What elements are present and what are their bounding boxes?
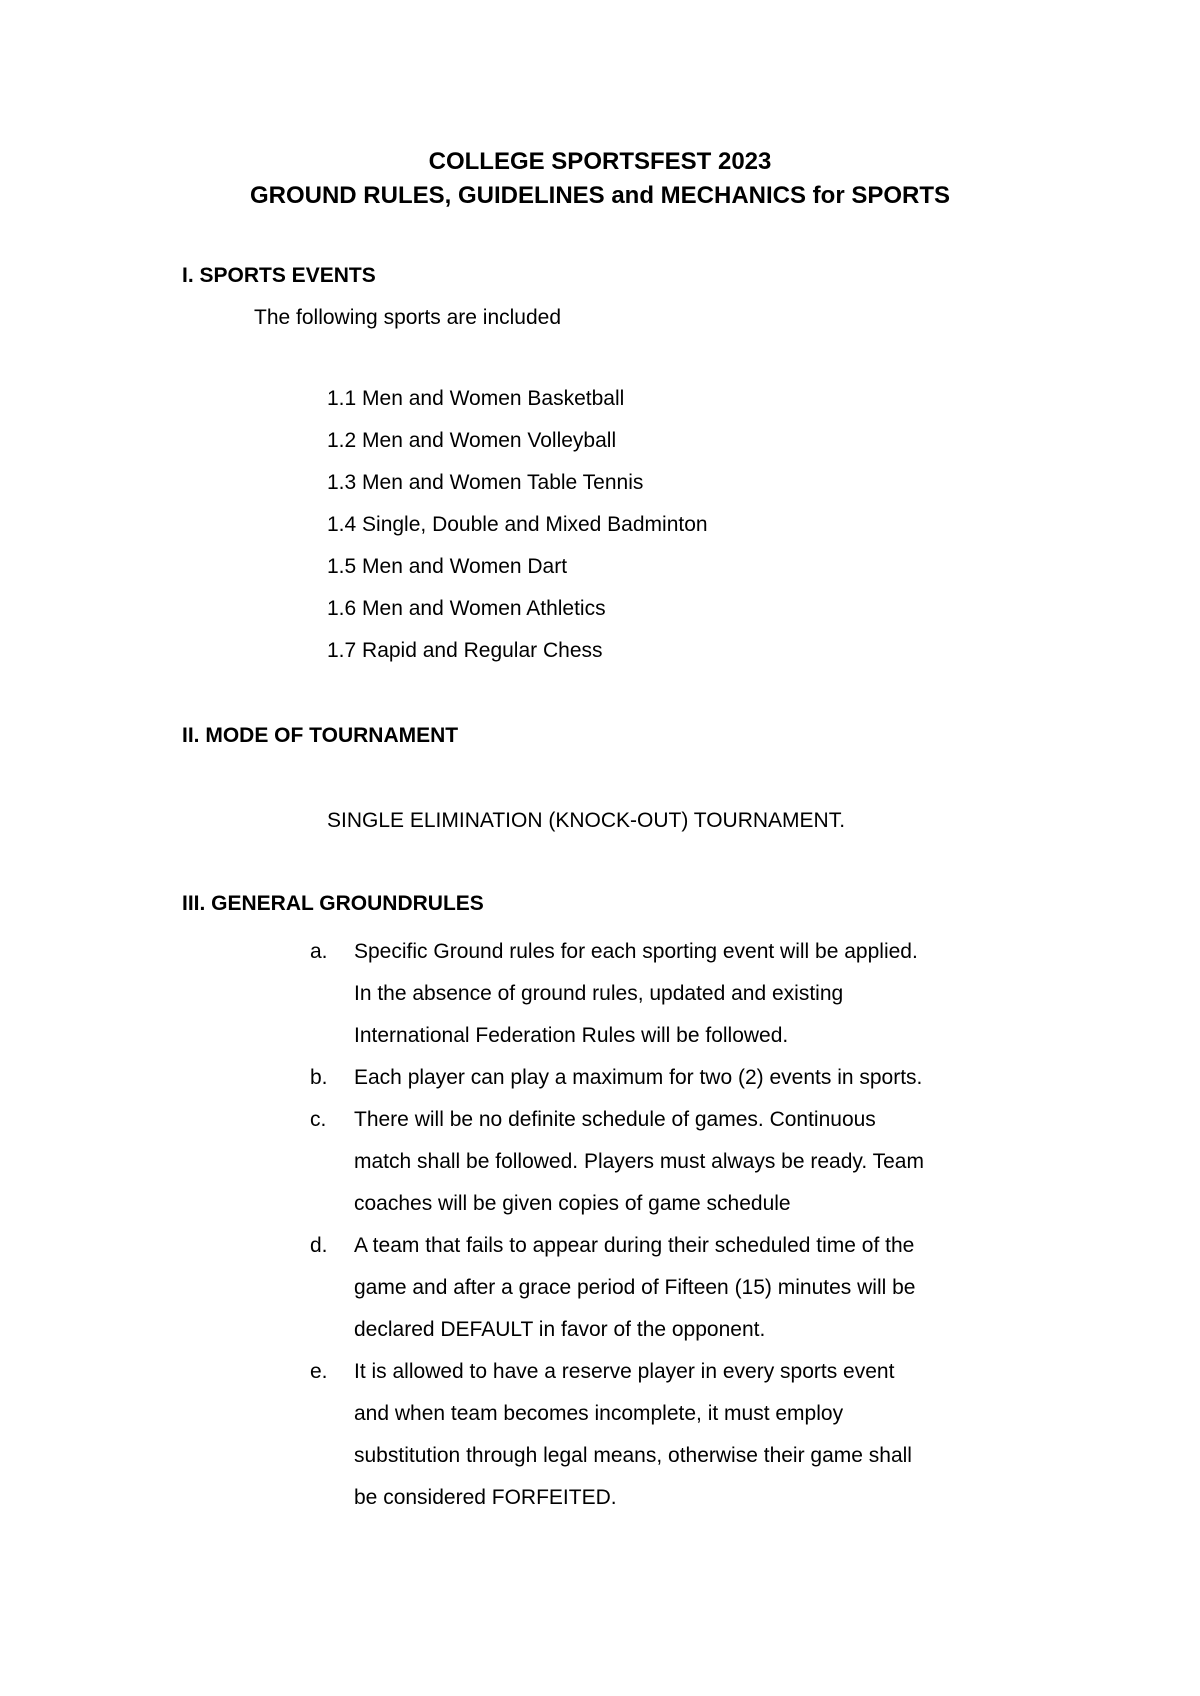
sports-list-item: 1.4 Single, Double and Mixed Badminton	[327, 513, 708, 536]
groundrule-item	[310, 1225, 924, 1351]
sports-events-list	[327, 384, 708, 678]
groundrule-line: declared DEFAULT in favor of the opponent.	[354, 1318, 766, 1341]
document-subtitle: GROUND RULES, GUIDELINES and MECHANICS for SPORTS	[249, 182, 951, 209]
groundrule-marker: a.	[310, 940, 328, 963]
groundrule-line: In the absence of ground rules, updated and existing	[354, 982, 844, 1005]
section-heading-sports-events: I. SPORTS EVENTS	[182, 264, 376, 287]
groundrule-line: substitution through legal means, otherwise their game shall	[354, 1444, 912, 1467]
groundrule-marker: d.	[310, 1234, 328, 1257]
groundrule-line: game and after a grace period of Fifteen (15) minutes will be	[354, 1276, 916, 1299]
groundrule-item	[310, 1099, 924, 1225]
groundrule-line: Each player can play a maximum for two (2) events in sports.	[354, 1066, 923, 1089]
groundrule-marker: e.	[310, 1360, 328, 1383]
groundrule-item	[310, 931, 924, 1057]
groundrule-line: International Federation Rules will be followed.	[354, 1024, 789, 1047]
groundrule-line: Specific Ground rules for each sporting event will be applied.	[354, 940, 918, 963]
groundrule-line: coaches will be given copies of game schedule	[354, 1192, 791, 1215]
sports-list-item: 1.2 Men and Women Volleyball	[327, 429, 617, 452]
groundrule-line: A team that fails to appear during their scheduled time of the	[354, 1234, 915, 1257]
groundrule-line: match shall be followed. Players must always be ready. Team	[354, 1150, 924, 1173]
document-title: COLLEGE SPORTSFEST 2023	[428, 148, 772, 175]
groundrules-list	[310, 931, 924, 1519]
groundrule-line: be considered FORFEITED.	[354, 1486, 617, 1509]
groundrule-line: It is allowed to have a reserve player in every sports event	[354, 1360, 895, 1383]
groundrule-marker: c.	[310, 1108, 327, 1131]
tournament-mode-text: SINGLE ELIMINATION (KNOCK-OUT) TOURNAMENT.	[327, 809, 846, 832]
sports-list-item: 1.5 Men and Women Dart	[327, 555, 568, 578]
groundrule-line: and when team becomes incomplete, it must employ	[354, 1402, 844, 1425]
sports-list-item: 1.3 Men and Women Table Tennis	[327, 471, 644, 494]
sports-list-item: 1.1 Men and Women Basketball	[327, 387, 625, 410]
section-heading-mode-of-tournament: II. MODE OF TOURNAMENT	[182, 724, 459, 747]
sports-list-item: 1.7 Rapid and Regular Chess	[327, 639, 603, 662]
groundrule-item	[310, 1057, 924, 1099]
groundrule-item	[310, 1351, 924, 1519]
groundrule-marker: b.	[310, 1066, 328, 1089]
section-heading-general-groundrules: III. GENERAL GROUNDRULES	[182, 892, 484, 915]
groundrule-line: There will be no definite schedule of games. Continuous	[354, 1108, 876, 1131]
sports-intro-text: The following sports are included	[254, 306, 562, 329]
sports-list-item: 1.6 Men and Women Athletics	[327, 597, 606, 620]
